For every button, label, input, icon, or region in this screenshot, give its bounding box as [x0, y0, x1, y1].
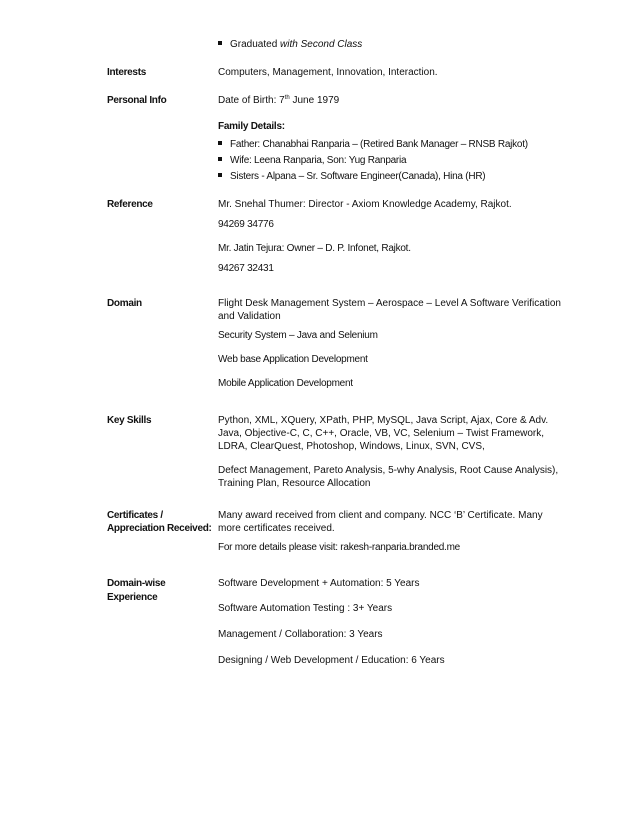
domain-item: Mobile Application Development [218, 378, 353, 389]
interests-label: Interests [107, 67, 146, 78]
domain-label: Domain [107, 298, 142, 309]
bullet-icon [218, 173, 222, 177]
experience-item: Management / Collaboration: 3 Years [218, 629, 383, 640]
domain-item: Web base Application Development [218, 354, 368, 365]
family-item: Father: Chanabhai Ranparia – (Retired Bank Manager – RNSB Rajkot) [218, 138, 528, 151]
reference-2: Mr. Jatin Tejura: Owner – D. P. Infonet, Rajkot. [218, 243, 411, 254]
key-skills-text: Python, XML, XQuery, XPath, PHP, MySQL, Java Script, Ajax, Core & Adv. Java, Objective-C, C, C++, Oracle, VB, VC, Selenium – Twist Framework, LDRA, ClearQuest, Photoshop, Windows, Linux, SVN, CVS, [218, 415, 549, 452]
family-details-heading: Family Details: [218, 121, 285, 132]
reference-1: Mr. Snehal Thumer: Director - Axiom Knowledge Academy, Rajkot. [218, 199, 512, 210]
domain-item: Flight Desk Management System – Aerospace – Level A Software Verification and Validation [218, 298, 561, 322]
family-item: Sisters - Alpana – Sr. Software Engineer(Canada), Hina (HR) [218, 170, 485, 183]
reference-label: Reference [107, 199, 153, 210]
personal-info-label: Personal Info [107, 95, 167, 106]
reference-1-phone: 94269 34776 [218, 219, 274, 230]
family-item: Wife: Leena Ranparia, Son: Yug Ranparia [218, 154, 406, 167]
interests-value: Computers, Management, Innovation, Interaction. [218, 67, 438, 78]
domain-item: Security System – Java and Selenium [218, 330, 378, 341]
experience-label: Experience [107, 592, 158, 603]
bullet-icon [218, 41, 222, 45]
certificates-label: Certificates / [107, 510, 163, 521]
date-of-birth: Date of Birth: 7th June 1979 [218, 95, 340, 106]
key-skills-text: Defect Management, Pareto Analysis, 5-why Analysis, Root Cause Analysis), Training Plan, Resource Allocation [218, 465, 559, 489]
key-skills-label: Key Skills [107, 415, 152, 426]
experience-item: Software Development + Automation: 5 Years [218, 578, 420, 589]
certificates-label: Appreciation Received: [107, 523, 212, 534]
bullet-icon [218, 157, 222, 161]
experience-item: Designing / Web Development / Education: 6 Years [218, 655, 445, 666]
certificates-text: Many award received from client and company. NCC ‘B’ Certificate. Many more certificates received. [218, 510, 543, 534]
details-link-text: For more details please visit: rakesh-ranparia.branded.me [218, 542, 460, 553]
experience-item: Software Automation Testing : 3+ Years [218, 603, 393, 614]
reference-2-phone: 94267 32431 [218, 263, 274, 274]
graduated-item: Graduated with Second Class [218, 38, 362, 51]
experience-label: Domain-wise [107, 578, 166, 589]
bullet-icon [218, 141, 222, 145]
